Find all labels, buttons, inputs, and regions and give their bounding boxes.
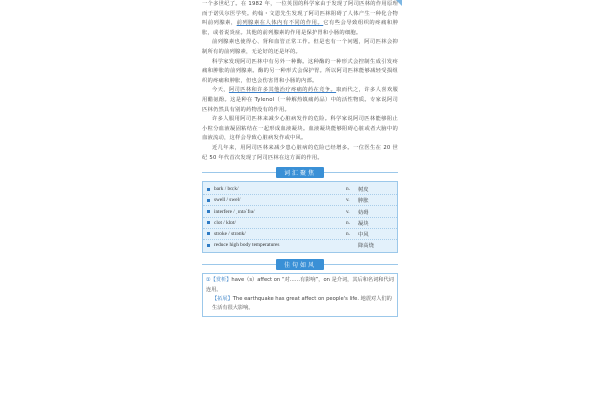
paragraph-text: 前列腺素也使得心、肾和血管正常工作。但是也有一个问题，阿司匹林会抑制所有的前列腺素，无论好的还是坏的。 [202, 39, 398, 55]
paragraph-continuation: 它有些会导致组织的疼痛和肿胀，或者说炎症。其他的前列腺素的作用是保护胃和小肠的细胞。 [202, 20, 398, 36]
vocab-pos: v. [346, 208, 350, 215]
vocab-pos: n. [346, 230, 350, 237]
vocab-meaning: 凝块 [358, 220, 369, 227]
vocab-meaning: 树皮 [358, 187, 369, 194]
underlined-sentence: 阿司匹林和许多其他治疗疼痛的药在竞争。 [228, 87, 337, 94]
paragraph [198, 0, 402, 38]
paragraph [198, 58, 402, 87]
underlined-sentence: 前列腺素在人体内有不同的作用。 [236, 20, 324, 27]
vocab-panel [202, 181, 398, 253]
vocab-section-title: 词汇聚焦 [276, 167, 324, 178]
vocab-meaning: 肿胀 [358, 198, 369, 205]
bullet-square-icon [207, 199, 210, 202]
example-line [206, 295, 394, 314]
vocab-word: bark / bɑːk/ [214, 186, 239, 193]
bullet-square-icon [207, 232, 210, 235]
article-body [198, 0, 402, 163]
vocab-meaning: 妨碍 [358, 209, 369, 216]
paragraph [198, 86, 402, 115]
sentence-section-title: 佳句如风 [276, 259, 324, 270]
bullet-square-icon [207, 244, 210, 247]
vocab-word: reduce high body temperatures [214, 242, 280, 249]
paragraph-text: 一个多世纪了。在 1982 年，一位英国的科学家由于发现了阿司匹林的作用原理而于诺贝尔医学奖。约翰・文恩先生发现了阿司匹林阻碍了人体产生一种化合物叫前列腺素， [202, 1, 398, 27]
example-text: The earthquake has great affect on people's life. 地震对人们的生活有很大影响。 [212, 296, 392, 312]
vocab-row [203, 240, 397, 250]
vocab-pos: v. [346, 197, 350, 204]
vocab-row [203, 195, 397, 206]
analysis-text: have（s）affect on “对……有影响”，on 是介词，其后和名词和代词连用。 [206, 277, 394, 293]
bullet-square-icon [207, 188, 210, 191]
paragraph-text: 许多人服用阿司匹林来减少心脏病发作的危险。科学家说阿司匹林能够阻止小粒分血液凝固粘结在一起形成血液凝块。血液凝块能够阻碍心脏或者大脑中的血液流动，这样会导致心脏病发作或中风。 [202, 116, 398, 142]
vocab-word: clot / klɒt/ [214, 219, 236, 226]
paragraph-text: 近几年来，用阿司匹林来减少患心脏病的危险已经增多。一位医生在 20 世纪 50 年代首次发现了阿司匹林在这方面的作用。 [202, 144, 398, 161]
sentence-panel [202, 273, 398, 317]
vocab-word: stroke / strəʊk/ [214, 230, 246, 237]
vocab-row [203, 206, 397, 217]
analysis-label: ①【赏析】 [206, 277, 232, 284]
paragraph-text: 科学家发现阿司匹林中有另外一种酶。这种酶的一种形式会控制生成引发疼痛和肿胀的前列腺素。酶的另一种形式会保护胃。所以阿司匹林能够减轻受损组织的疼痛和肿胀，但也会伤害胃和小肠的内部。 [202, 58, 398, 84]
vocab-meaning: 中风 [358, 231, 369, 238]
vocab-word: interfere / ˌɪntəˈfɪə/ [214, 208, 255, 215]
vocab-section-header [202, 167, 398, 178]
document-page [198, 0, 402, 400]
paragraph [198, 38, 402, 57]
example-label: 【拓展】 [212, 296, 233, 303]
paragraph-continuation: 取而代之，许多人喜欢服用醋氨酚。这是种在 Tylenol（一种解热镇痛药品）中的活性物质。专家说阿司匹林仍然具有别的药物没有的作用。 [202, 87, 398, 113]
vocab-row [203, 229, 397, 240]
bullet-square-icon [207, 221, 210, 224]
vocab-meaning: 降高烧 [358, 243, 374, 250]
paragraph-text: 今天， [212, 87, 229, 94]
vocab-pos: n. [346, 219, 350, 226]
vocab-word: swell / swel/ [214, 197, 241, 204]
vocab-pos: n. [346, 186, 350, 193]
analysis-line [206, 276, 394, 295]
paragraph [198, 144, 402, 163]
bullet-square-icon [207, 210, 210, 213]
vocab-row [203, 218, 397, 229]
sentence-section-header [202, 259, 398, 270]
vocab-row [203, 184, 397, 195]
paragraph [198, 115, 402, 144]
